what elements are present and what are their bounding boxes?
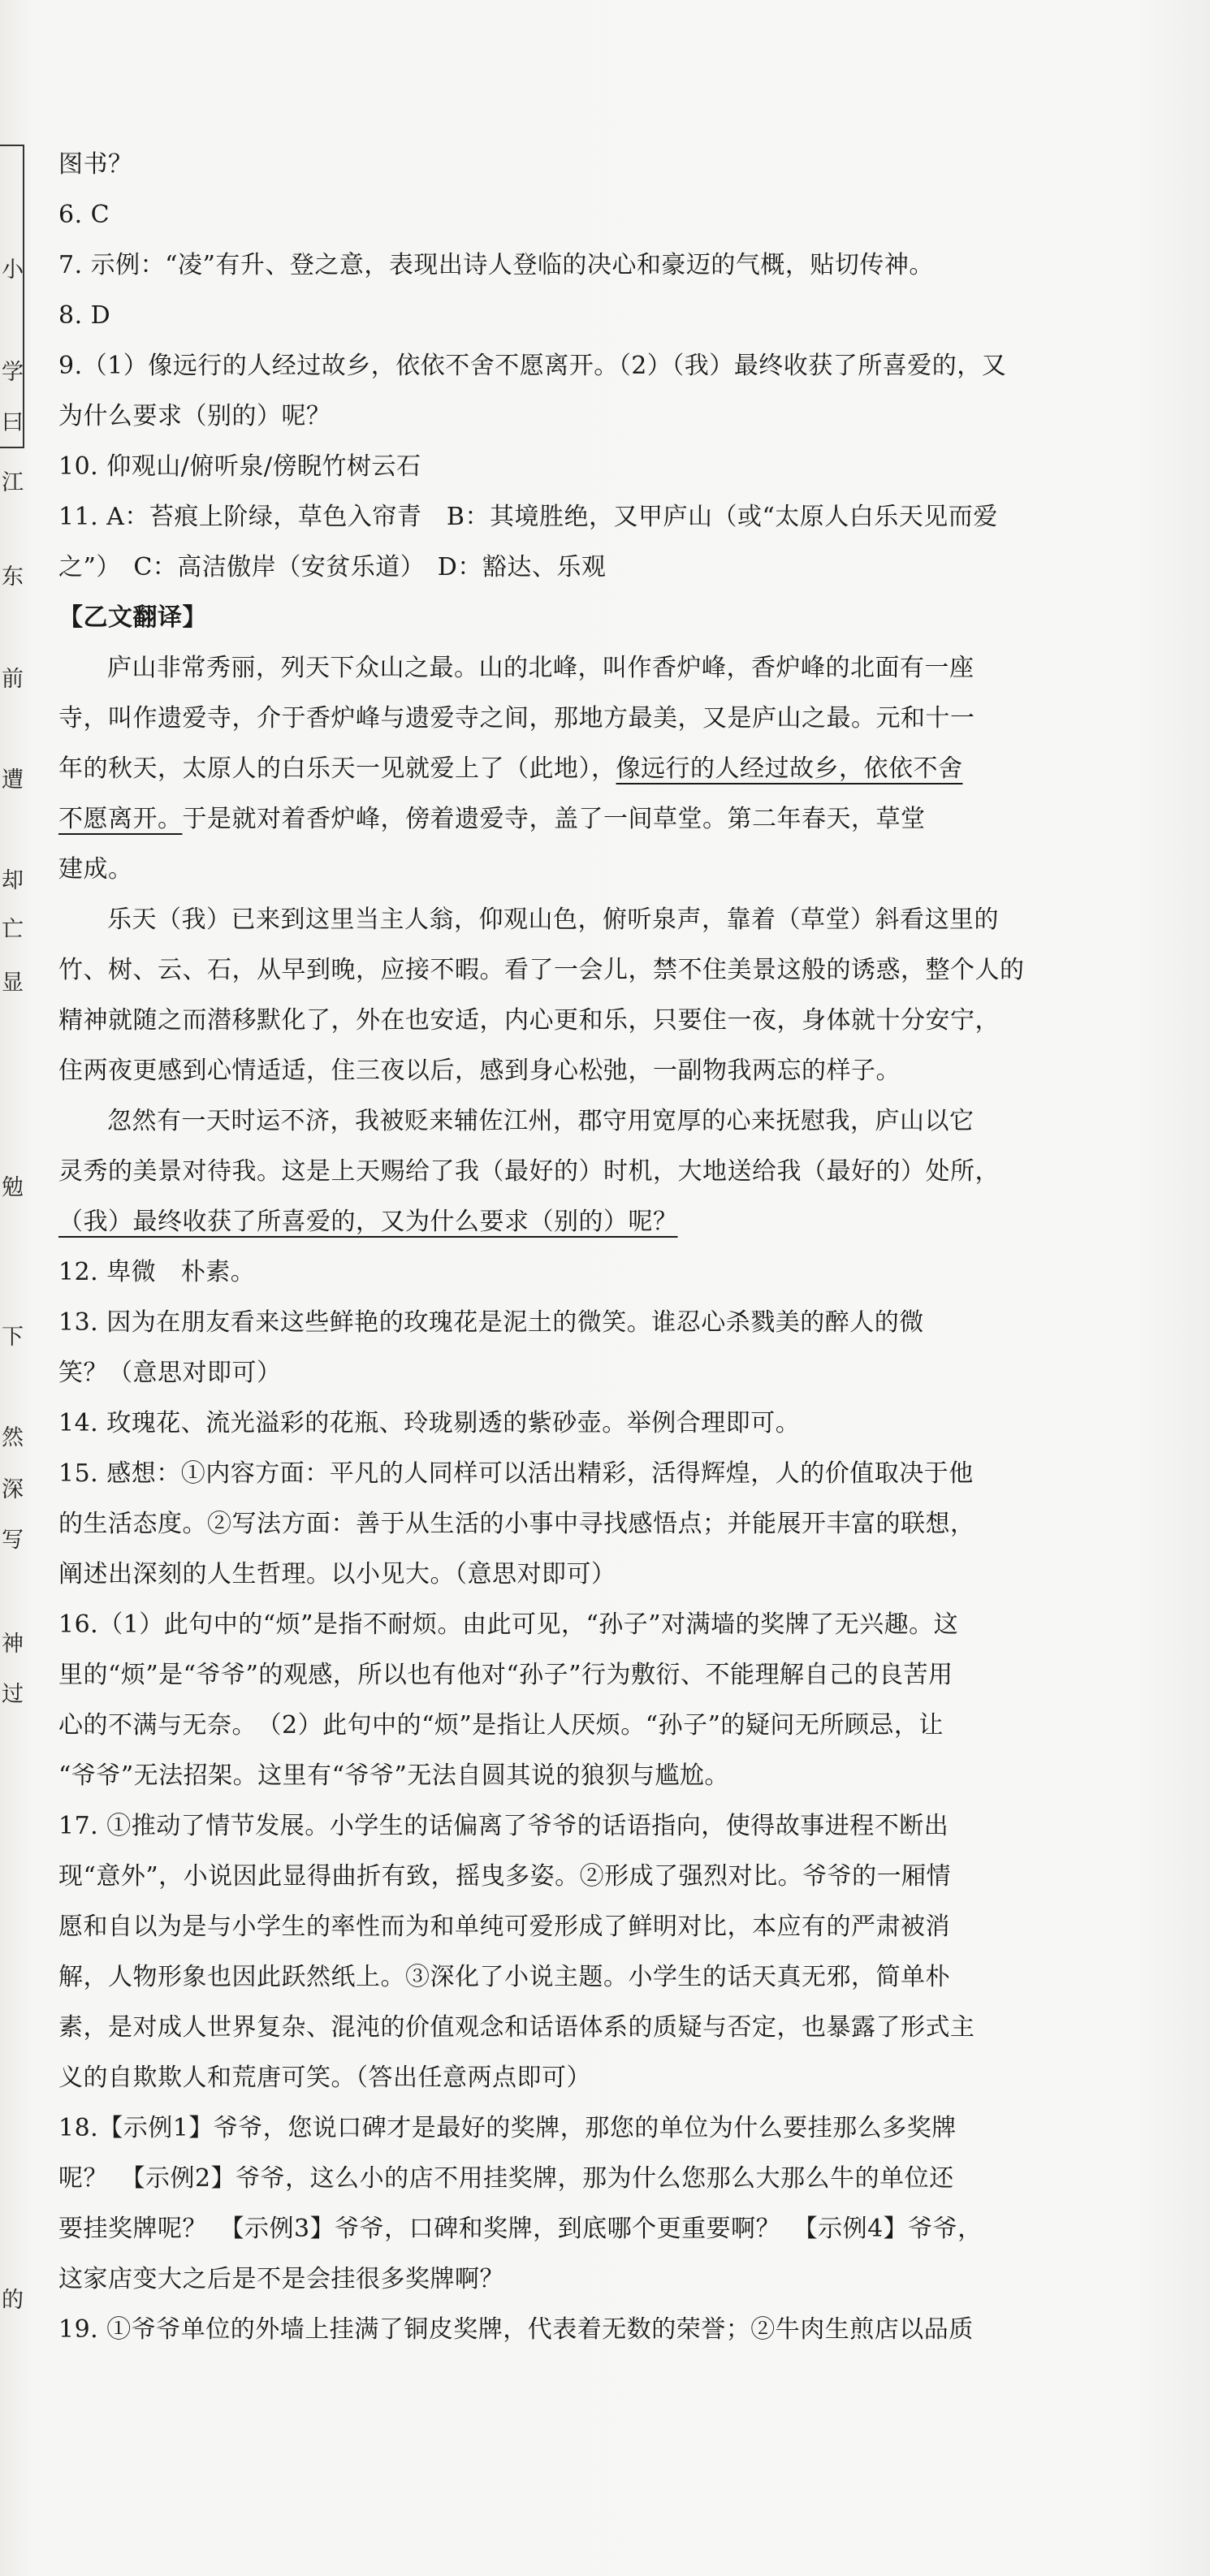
- text-line: 心的不满与无奈。 （2）此句中的“烦”是指让人厌烦。“孙子”的疑问无所顾忌，让: [58, 1711, 944, 1740]
- text-line: 精神就随之而潜移默化了，外在也安适，内心更和乐，只要住一夜，身体就十分安宁，: [58, 1006, 1000, 1035]
- answer-6: 6. C: [58, 201, 110, 229]
- margin-char: 却: [2, 868, 24, 893]
- underlined-segment: 不愿离开。: [58, 805, 183, 833]
- text-line: 图书？: [58, 150, 133, 179]
- text-line: 的生活态度。②写法方面：善于从生活的小事中寻找感悟点；并能展开丰富的联想，: [58, 1510, 975, 1538]
- text-line: [58, 794, 1090, 845]
- text-line: 庐山非常秀丽，列天下众山之最。山的北峰，叫作香炉峰，香炉峰的北面有一座: [107, 654, 974, 682]
- answer-19: 19. ①爷爷单位的外墙上挂满了铜皮奖牌，代表着无数的荣誉；②牛肉生煎店以品质: [58, 2315, 974, 2344]
- text-line: 呢？ 【示例2】爷爷，这么小的店不用挂奖牌，那为什么您那么大那么牛的单位还: [58, 2164, 954, 2193]
- margin-char: 东: [2, 564, 24, 590]
- answer-9: 9.（1）像远行的人经过故乡，依依不舍不愿离开。（2）（我）最终收获了所喜爱的，又: [58, 352, 1007, 380]
- text-line: 乐天（我）已来到这里当主人翁，仰观山色，俯听泉声，靠着（草堂）斜看这里的: [107, 905, 999, 934]
- text-line: 现“意外”，小说因此显得曲折有致，摇曳多姿。②形成了强烈对比。爷爷的一厢情: [58, 1862, 952, 1891]
- margin-char: 前: [2, 667, 24, 692]
- text-line: 愿和自以为是与小学生的率性而为和单纯可爱形成了鲜明对比，本应有的严肃被消: [58, 1913, 950, 1941]
- margin-char: 下: [2, 1325, 24, 1350]
- margin-char: 江: [2, 470, 24, 495]
- margin-char: 小: [2, 257, 24, 283]
- text-segment: 年的秋天，太原人的白乐天一见就爱上了（此地），: [58, 754, 616, 783]
- margin-char: 神: [2, 1632, 24, 1657]
- answer-12: 12. 卑微 朴素。: [58, 1258, 256, 1286]
- text-line: 阐述出深刻的人生哲理。以小见大。（意思对即可）: [58, 1560, 616, 1588]
- margin-char: 然: [2, 1425, 24, 1450]
- margin-char: 遭: [2, 767, 24, 793]
- text-line: 忽然有一天时运不济，我被贬来辅佐江州，郡守用宽厚的心来抚慰我，庐山以它: [107, 1107, 974, 1135]
- translation-heading: 【乙文翻译】: [58, 603, 207, 632]
- margin-char: 的: [2, 2288, 24, 2313]
- margin-char: 亡: [2, 917, 24, 942]
- text-line: 竹、树、云、石，从早到晚，应接不暇。看了一会儿，禁不住美景这般的诱惑，整个人的: [58, 956, 1025, 984]
- margin-char: 深: [2, 1477, 24, 1502]
- answer-17: 17. ①推动了情节发展。小学生的话偏离了爷爷的话语指向，使得故事进程不断出: [58, 1812, 949, 1840]
- answer-13: 13. 因为在朋友看来这些鲜艳的玫瑰花是泥土的微笑。谁忍心杀戮美的醉人的微: [58, 1308, 924, 1337]
- text-segment: 于是就对着香炉峰，傍着遗爱寺，盖了一间草堂。第二年春天，草堂: [182, 805, 926, 833]
- margin-char: 写: [2, 1528, 24, 1553]
- text-line: 素，是对成人世界复杂、混沌的价值观念和话语体系的质疑与否定，也暴露了形式主: [58, 2013, 975, 2042]
- underlined-segment: （我）最终收获了所喜爱的，又为什么要求（别的）呢？: [58, 1208, 678, 1236]
- margin-char: 显: [2, 970, 24, 996]
- answer-18: 18.【示例1】爷爷，您说口碑才是最好的奖牌，那您的单位为什么要挂那么多奖牌: [58, 2114, 957, 2142]
- text-line: “爷爷”无法招架。这里有“爷爷”无法自圆其说的狼狈与尴尬。: [58, 1761, 729, 1790]
- text-line: 灵秀的美景对待我。这是上天赐给了我（最好的）时机，大地送给我（最好的）处所，: [58, 1157, 1000, 1186]
- text-line: 为什么要求（别的）呢？: [58, 402, 331, 430]
- text-line: 之”） C：高洁傲岸（安贫乐道） D：豁达、乐观: [58, 553, 607, 581]
- answer-7: 7. 示例：“凌”有升、登之意，表现出诗人登临的决心和豪迈的气概，贴切传神。: [58, 251, 934, 279]
- answer-text: [58, 140, 1090, 2355]
- text-line: 里的“烦”是“爷爷”的观感，所以也有他对“孙子”行为敷衍、不能理解自己的良苦用: [58, 1661, 953, 1689]
- answer-8: 8. D: [58, 301, 111, 330]
- answer-16: 16.（1）此句中的“烦”是指不耐烦。由此可见，“孙子”对满墙的奖牌了无兴趣。这: [58, 1610, 959, 1639]
- text-line: 义的自欺欺人和荒唐可笑。（答出任意两点即可）: [58, 2064, 591, 2092]
- text-line: 笑？（意思对即可）: [58, 1359, 282, 1387]
- answer-11: 11. A：苔痕上阶绿，草色入帘青 B：其境胜绝，又甲庐山（或“太原人白乐天见而爱: [58, 503, 998, 531]
- answer-15: 15. 感想：①内容方面：平凡的人同样可以活出精彩，活得辉煌，人的价值取决于他: [58, 1459, 974, 1488]
- margin-column-box: [0, 145, 24, 448]
- underlined-segment: 像远行的人经过故乡，依依不舍: [616, 754, 963, 783]
- margin-char: 勉: [2, 1175, 24, 1200]
- margin-char: 学: [2, 360, 24, 385]
- answer-10: 10. 仰观山/俯听泉/傍睨竹树云石: [58, 452, 421, 481]
- text-line: 解，人物形象也因此跃然纸上。③深化了小说主题。小学生的话天真无邪，简单朴: [58, 1963, 950, 1991]
- margin-char: 曰: [2, 410, 24, 435]
- text-line: [58, 744, 1090, 794]
- answer-14: 14. 玫瑰花、流光溢彩的花瓶、玲珑剔透的紫砂壶。举例合理即可。: [58, 1409, 801, 1437]
- text-line: 要挂奖牌呢？ 【示例3】爷爷，口碑和奖牌，到底哪个更重要啊？ 【示例4】爷爷，: [58, 2215, 983, 2243]
- margin-char: 过: [2, 1682, 24, 1707]
- text-line: 住两夜更感到心情适适，住三夜以后，感到身心松弛，一副物我两忘的样子。: [58, 1057, 901, 1085]
- text-line: 这家店变大之后是不是会挂很多奖牌啊？: [58, 2265, 504, 2293]
- text-line: 建成。: [58, 855, 133, 884]
- text-line: 寺，叫作遗爱寺，介于香炉峰与遗爱寺之间，那地方最美，又是庐山之最。元和十一: [58, 704, 975, 733]
